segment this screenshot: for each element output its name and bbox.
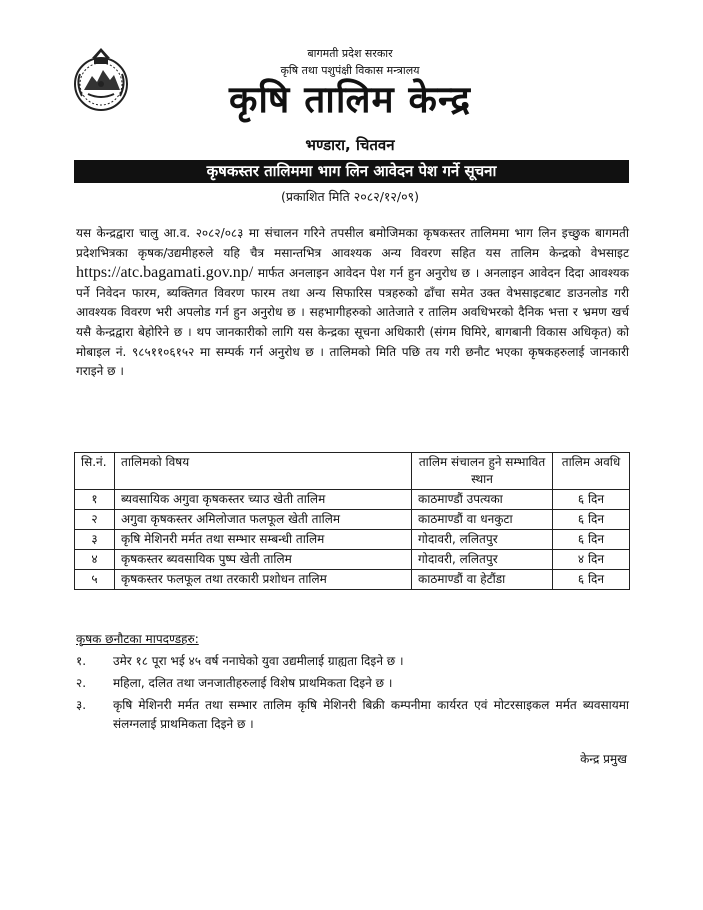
header-sn: सि.नं. [75,453,115,490]
row-place: गोदावरी, ललितपुर [412,550,553,570]
criteria-text: उमेर १८ पूरा भई ४५ वर्ष ननाघेको युवा उद्यमीलाई ग्राह्यता दिइने छ । [113,654,404,668]
government-emblem-icon [70,44,132,116]
ministry-name: कृषि तथा पशुपंक्षी विकास मन्त्रालय [280,64,420,77]
row-subject: अगुवा कृषकस्तर अमिलोजात फलफूल खेती तालिम [115,510,412,530]
table-row [75,490,630,510]
criteria-number: १. [76,654,87,668]
list-item [76,696,629,734]
criteria-text: कृषि मेशिनरी मर्मत तथा सम्भार तालिम कृषि मेशिनरी बिक्री कम्पनीमा कार्यरत एवं मोटरसाइकल मर्मत ब्यवसायमा संलग्नलाई प्राथमिकता दिइने छ । [113,698,629,731]
row-place: काठमाण्डौं उपत्यका [412,490,553,510]
row-sn: २ [75,510,115,530]
notice-body [76,224,629,382]
criteria-title: कृषक छनौटका मापदण्डहरु: [76,632,199,646]
row-sn: ५ [75,570,115,590]
table-row [75,530,630,550]
criteria-text: महिला, दलित तथा जनजातीहरुलाई विशेष प्राथमिकता दिइने छ । [113,676,393,690]
row-sn: १ [75,490,115,510]
body-part-1: यस केन्द्रद्वारा चालु आ.व. २०८२/०८३ मा संचालन गरिने तपसील बमोजिमका कृषकस्तर तालिममा भाग लिन इच्छुक बागमती प्रदेशभित्रका कृषक/उद्यमीहरुले यहि चैत्र मसान्तभित्र आवश्यक अन्य विवरण सहित यस तालिम केन्द्रको वेभसाइट [76,226,629,260]
list-item [76,674,629,693]
body-part-2: मार्फत अनलाइन आवेदन पेश गर्न हुन अनुरोध छ । अनलाइन आवेदन दिदा आवश्यक पर्ने निवेदन फारम, ब्यक्तिगत विवरण फारम तथा अन्य सिफारिस पत्रहरुको ढाँचा समेत उक्त वेभसाइटबाट डाउनलोड गरी आवश्यक विवरण भरी अपलोड गर्न हुन अनुरोध छ । सहभागीहरुको आतेजाते र तालिम अवधिभरको दैनिक भत्ता र भ्रमण खर्च यसै केन्द्रद्वारा बेहोरिने छ । थप जानकारीको लागि यस केन्द्रका सूचना अधिकारी (संगम घिमिरे, बागबानी विकास अधिकृत) को मोबाइल नं. ९८५११०६१५२ मा सम्पर्क गर्न अनुरोध छ । तालिमको मिति पछि तय गरी छनौट भएका कृषकहरुलाई जानकारी गराइने छ । [76,266,629,379]
criteria-number: २. [76,676,87,690]
row-subject: कृषकस्तर ब्यवसायिक पुष्प खेती तालिम [115,550,412,570]
row-subject: कृषि मेशिनरी मर्मत तथा सम्भार सम्बन्धी तालिम [115,530,412,550]
row-duration: ६ दिन [553,490,630,510]
office-location: भण्डारा, चितवन [305,136,395,154]
government-name: बागमती प्रदेश सरकार [307,47,393,60]
header-place: तालिम संचालन हुने सम्भावित स्थान [412,453,553,490]
table-row [75,570,630,590]
row-duration: ६ दिन [553,510,630,530]
row-subject: ब्यवसायिक अगुवा कृषकस्तर च्याउ खेती तालिम [115,490,412,510]
row-sn: ४ [75,550,115,570]
header-subject: तालिमको विषय [115,453,412,490]
table-header-row [75,453,630,490]
row-place: गोदावरी, ललितपुर [412,530,553,550]
training-table [74,452,630,590]
row-place: काठमाण्डौं वा हेटौंडा [412,570,553,590]
signature: केन्द्र प्रमुख [580,752,627,766]
header-duration: तालिम अवधि [553,453,630,490]
table-row [75,510,630,530]
published-date: (प्रकाशित मिति २०८२/१२/०९) [280,189,419,204]
row-subject: कृषकस्तर फलफूल तथा तरकारी प्रशोधन तालिम [115,570,412,590]
row-duration: ४ दिन [553,550,630,570]
notice-title-banner: कृषकस्तर तालिममा भाग लिन आवेदन पेश गर्ने सूचना [74,160,629,183]
row-duration: ६ दिन [553,570,630,590]
row-sn: ३ [75,530,115,550]
row-duration: ६ दिन [553,530,630,550]
table-row [75,550,630,570]
website-link[interactable]: https://atc.bagamati.gov.np/ [76,264,254,282]
row-place: काठमाण्डौं वा धनकुटा [412,510,553,530]
office-title: कृषि तालिम केन्द्र [228,78,472,121]
criteria-list [76,652,629,737]
list-item [76,652,629,671]
criteria-number: ३. [76,698,87,712]
